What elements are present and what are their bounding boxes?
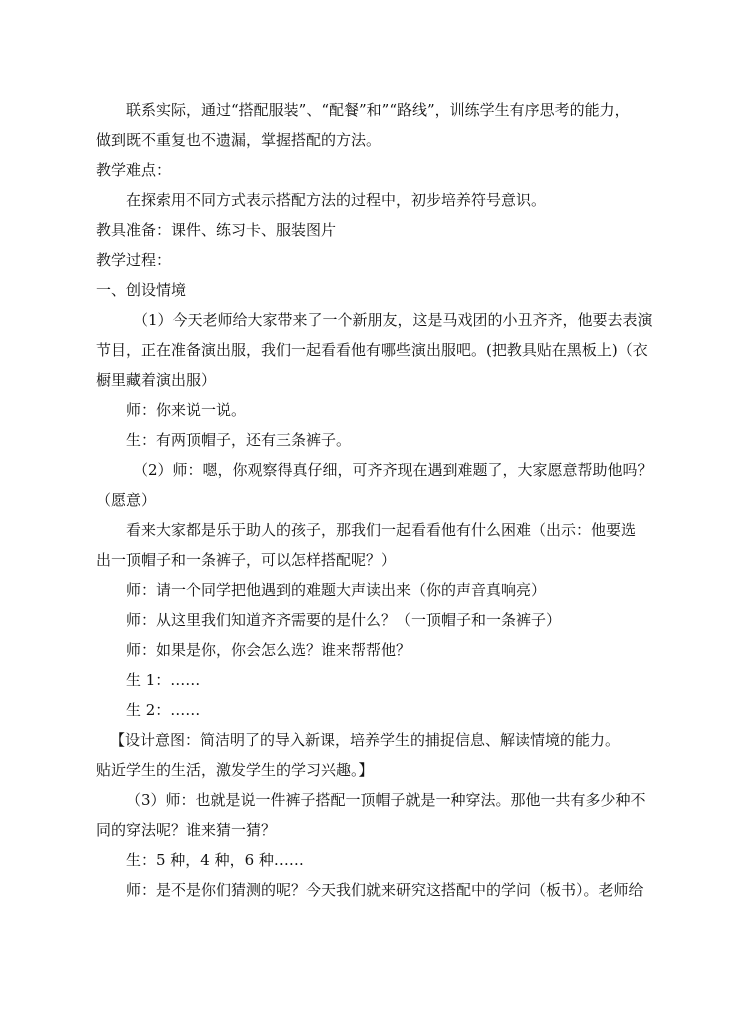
section-heading: 教学难点： — [96, 161, 172, 179]
text-line: 同的穿法呢？谁来猜一猜？ — [96, 821, 277, 839]
text-line: 看来大家都是乐于助人的孩子，那我们一起看看他有什么困难（出示：他要选 — [126, 521, 637, 539]
section-heading: 一、创设情境 — [96, 281, 187, 299]
text-line: 联系实际，通过“搭配服装”、“配餐”和”“路线”，训练学生有序思考的能力， — [126, 101, 630, 119]
text-line: 师：请一个同学把他遇到的难题大声读出来（你的声音真响亮） — [126, 581, 547, 599]
text-line: 生 1：…… — [126, 671, 201, 689]
text-line: （2）师：嗯，你观察得真仔细，可齐齐现在遇到难题了，大家愿意帮助他吗？ — [133, 461, 653, 479]
text-line: 橱里藏着演出服） — [96, 371, 217, 389]
text-line: 师：从这里我们知道齐齐需要的是什么？（一顶帽子和一条裤子） — [126, 611, 562, 629]
text-line: 做到既不重复也不遗漏，掌握搭配的方法。 — [96, 131, 382, 149]
text-line: 师：是不是你们猜测的呢？今天我们就来研究这搭配中的学问（板书）。老师给 — [126, 881, 644, 899]
document-page — [96, 95, 682, 905]
text-line: 生：5 种，4 种，6 种…… — [126, 851, 304, 869]
text-line: 节目，正在准备演出服，我们一起看看他有哪些演出服吧。(把教具贴在黑板上)（衣 — [96, 341, 648, 359]
text-line: 在探索用不同方式表示搭配方法的过程中，初步培养符号意识。 — [126, 191, 547, 209]
design-intent-text: 【设计意图：简洁明了的导入新课，培养学生的捕捉信息、解读情境的能力。 — [110, 731, 621, 749]
design-intent-text: 贴近学生的生活，激发学生的学习兴趣。】 — [96, 761, 374, 779]
text-line: 生：有两顶帽子，还有三条裤子。 — [126, 431, 352, 449]
text-line: 师：你来说一说。 — [126, 401, 247, 419]
text-line: （3）师：也就是说一件裤子搭配一顶帽子就是一种穿法。那他一共有多少种不 — [126, 791, 646, 809]
text-line: （1）今天老师给大家带来了一个新朋友，这是马戏团的小丑齐齐，他要去表演 — [133, 311, 653, 329]
text-line: 师：如果是你，你会怎么选？谁来帮帮他？ — [126, 641, 412, 659]
section-heading: 教学过程： — [96, 251, 172, 269]
text-line: （愿意） — [96, 491, 157, 509]
text-line: 生 2：…… — [126, 701, 201, 719]
text-line: 出一顶帽子和一条裤子，可以怎样搭配呢？） — [96, 551, 397, 569]
section-heading: 教具准备：课件、练习卡、服装图片 — [96, 221, 337, 239]
